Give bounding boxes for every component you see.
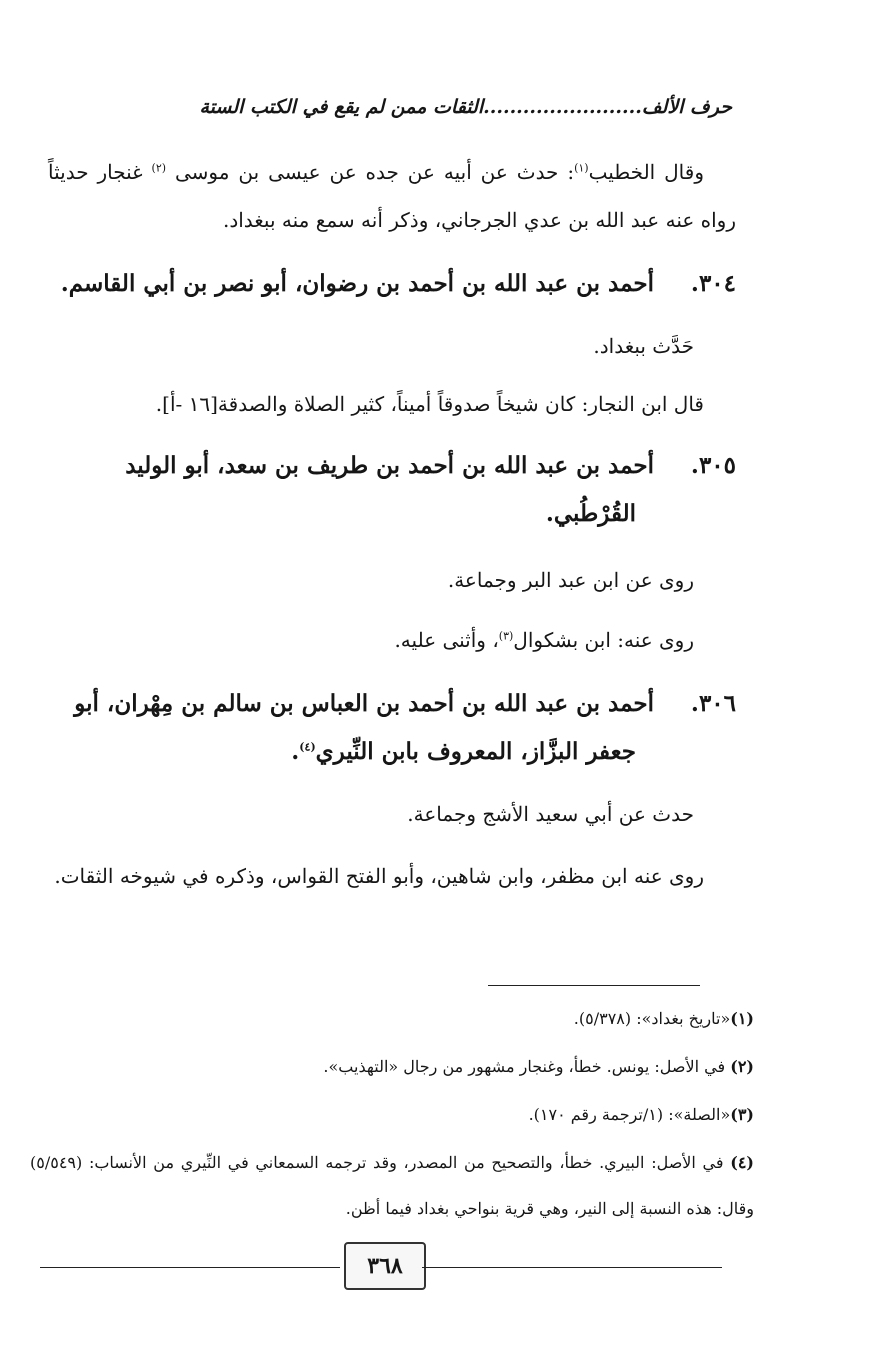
footnote-text: في الأصل: البيري. خطأ، والتصحيح من المصدر، وقد ترجمه السمعاني في النِّيري من الأنساب: (٥/٥٤٩) وقال: هذه النسبة إلى النير، وهي قرية بنواحي بغداد فيما أظن. <box>30 1153 754 1218</box>
footnote <box>30 1140 754 1232</box>
entry-name-continued: القُرْطُبي. <box>545 500 636 527</box>
entry-number: ٣٠٥. <box>690 452 736 479</box>
footnote-ref: (٤) <box>299 740 316 754</box>
entry-line: روى عنه ابن مظفر، وابن شاهين، وأبو الفتح القواس، وذكره في شيوخه الثقات. <box>54 864 704 888</box>
footnote-number: (٤) <box>730 1153 754 1172</box>
entry-name: أحمد بن عبد الله بن أحمد بن رضوان، أبو نصر بن أبي القاسم. <box>60 270 654 297</box>
entry-line: روى عنه: ابن بشكوال$^{(٣)}$، وأثنى عليه. <box>394 628 694 652</box>
header-chapter: حرف الألف........................الثقات ممن لم يقع في الكتب الستة <box>199 96 732 118</box>
footnote-ref: (١) <box>574 161 589 175</box>
intro-paragraph: وقال الخطيب$^{(١)}$: حدث عن أبيه عن جده عن عيسى بن موسى $^{(٢)}$ غنجار حديثاً رواه عنه عبد الله بن عدي الجرجاني، وذكر أنه سمع منه ببغداد. <box>48 160 736 232</box>
entry-number: ٣٠٤. <box>690 270 736 297</box>
footnote-number: (٢) <box>730 1057 754 1076</box>
entry-line: حدث عن أبي سعيد الأشج وجماعة. <box>407 802 694 826</box>
footnote-ref: (٢) <box>151 161 167 175</box>
entry-number: ٣٠٦. <box>690 690 736 717</box>
entry-line: روى عن ابن عبد البر وجماعة. <box>447 568 694 592</box>
footnote-number: (٣) <box>730 1105 754 1124</box>
page-footer <box>40 1240 722 1290</box>
entry-heading <box>48 260 736 308</box>
entry-heading: ٣٠٦.أحمد بن عبد الله بن أحمد بن العباس بن سالم بن مِهْران، أبو جعفر البزَّاز، المعروف بابن النِّيري$^{(٤)}$. <box>48 680 736 776</box>
footnote-ref: (٣) <box>498 629 514 643</box>
page-number: ٣٦٨ <box>344 1242 426 1290</box>
footnote-text: «الصلة»: (١/ترجمة رقم ١٧٠). <box>528 1105 731 1124</box>
footnote-separator <box>488 985 700 986</box>
footnote <box>30 1044 754 1090</box>
footnote-text: في الأصل: يونس. خطأ، وغنجار مشهور من رجال «التهذيب». <box>323 1057 726 1076</box>
footnote-number: (١) <box>730 1009 754 1028</box>
footnote <box>30 1092 754 1138</box>
footnote <box>30 996 754 1042</box>
entry-line: حَدَّث ببغداد. <box>593 334 694 358</box>
entry-name: أحمد بن عبد الله بن أحمد بن العباس بن سالم بن مِهْران، أبو <box>74 690 654 717</box>
footer-rule-left <box>40 1267 340 1268</box>
footnote-text: «تاريخ بغداد»: (٥/٣٧٨). <box>573 1009 731 1028</box>
entry-heading <box>48 442 736 538</box>
entry-name-continued: جعفر البزَّاز، المعروف بابن النِّيري <box>315 738 636 765</box>
entry-name: أحمد بن عبد الله بن أحمد بن طريف بن سعد، أبو الوليد <box>125 452 654 479</box>
footer-rule-right <box>422 1267 722 1268</box>
entry-line: قال ابن النجار: كان شيخاً صدوقاً أميناً، كثير الصلاة والصدقة[١٦ -أ]. <box>155 392 704 416</box>
